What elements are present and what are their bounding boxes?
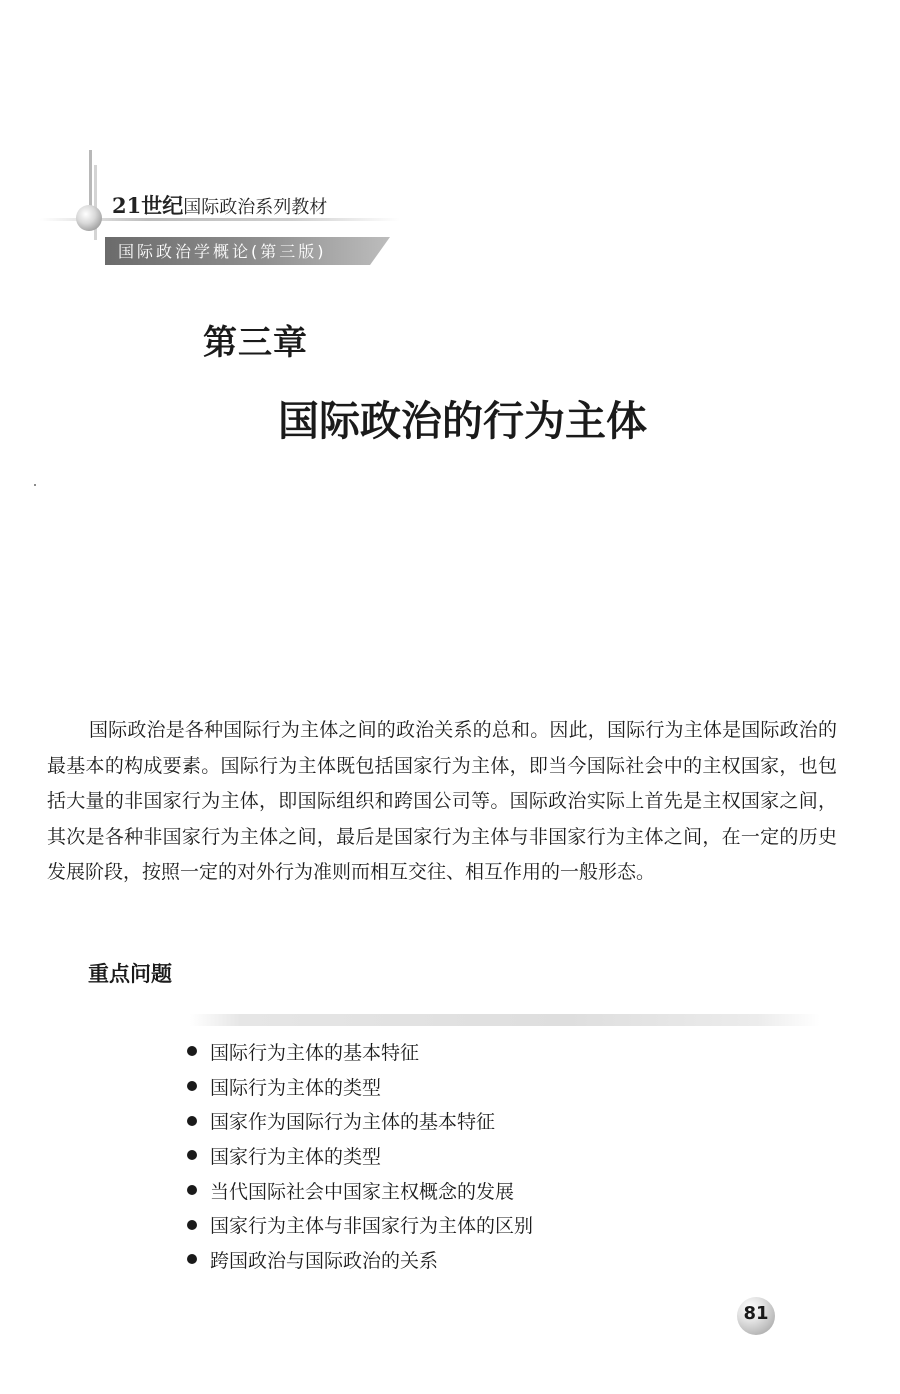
list-item-text: 国际行为主体的基本特征 xyxy=(210,1041,420,1064)
book-title: 国际政治学概论(第三版) xyxy=(118,242,327,261)
list-item-text: 国际行为主体的类型 xyxy=(210,1076,382,1099)
list-item xyxy=(187,1242,533,1277)
bullet-icon xyxy=(187,1220,197,1230)
list-item-text: 国家行为主体的类型 xyxy=(210,1145,382,1168)
list-item xyxy=(187,1173,533,1208)
list-item xyxy=(187,1069,533,1104)
series-title xyxy=(112,190,327,220)
series-number: 21世纪 xyxy=(112,193,184,218)
bullet-icon xyxy=(187,1150,197,1160)
list-item xyxy=(187,1138,533,1173)
intro-paragraph: 国际政治是各种国际行为主体之间的政治关系的总和。因此，国际行为主体是国际政治的最基本的构成要素。国际行为主体既包括国家行为主体，即当今国际社会中的主权国家，也包括大量的非国家行为主体，即国际组织和跨国公司等。国际政治实际上首先是主权国家之间，其次是各种非国家行为主体之间，最后是国家行为主体与非国家行为主体之间，在一定的历史发展阶段，按照一定的对外行为准则而相互交往、相互作用的一般形态。 xyxy=(47,719,837,883)
page-number: 81 xyxy=(743,1303,769,1324)
key-questions-heading: 重点问题 xyxy=(88,962,172,986)
list-item-text: 国家作为国际行为主体的基本特征 xyxy=(210,1111,496,1134)
key-questions-divider xyxy=(190,1014,820,1026)
series-name: 国际政治系列教材 xyxy=(183,197,328,218)
bullet-icon xyxy=(187,1254,197,1264)
list-item-text: 国家行为主体与非国家行为主体的区别 xyxy=(210,1215,534,1238)
list-item xyxy=(187,1207,533,1242)
list-item-text: 当代国际社会中国家主权概念的发展 xyxy=(210,1180,515,1203)
header-decor-sphere xyxy=(76,205,102,231)
bullet-icon xyxy=(187,1185,197,1195)
chapter-number: 第三章 xyxy=(203,323,308,363)
bullet-icon xyxy=(187,1046,197,1056)
list-item-text: 跨国政治与国际政治的关系 xyxy=(210,1249,439,1272)
bullet-icon xyxy=(187,1081,197,1091)
chapter-title: 国际政治的行为主体 xyxy=(278,397,647,445)
bullet-icon xyxy=(187,1116,197,1126)
page-number-badge xyxy=(737,1297,775,1335)
list-item xyxy=(187,1034,533,1069)
list-item xyxy=(187,1103,533,1138)
key-questions-list xyxy=(187,1034,533,1277)
print-speck xyxy=(34,484,36,486)
